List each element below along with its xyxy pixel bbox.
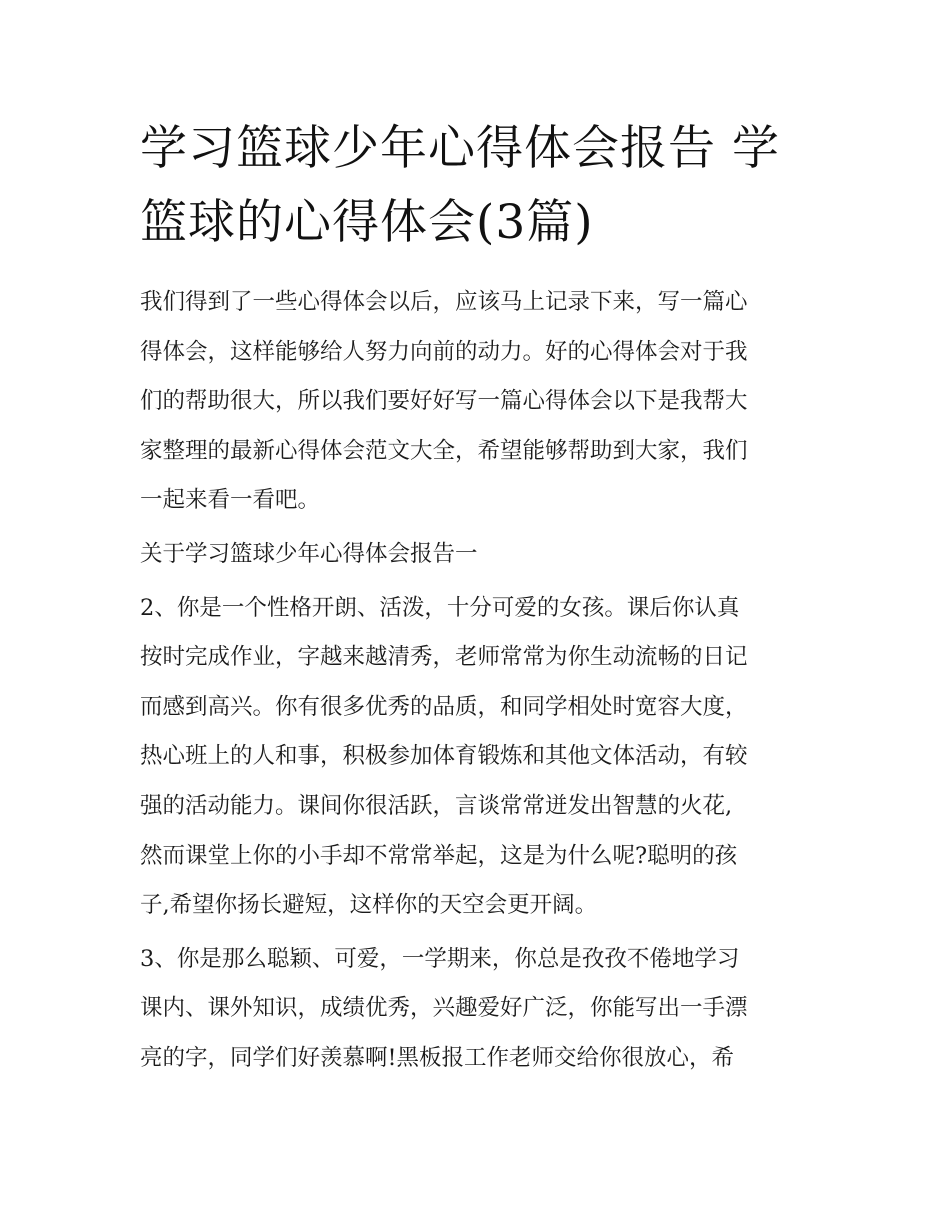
document-title: 学习篮球少年心得体会报告 学 篮球的心得体会(3篇) bbox=[140, 121, 780, 250]
paragraph-item-3: 3、你是那么聪颖、可爱，一学期来，你总是孜孜不倦地学习 课内、课外知识，成绩优秀，兴趣爱好广泛，你能写出一手漂 亮的字，同学们好羡慕啊!黑板报工作老师交给你很放心，希 bbox=[140, 945, 748, 1071]
paragraph-item-2: 2、你是一个性格开朗、活泼，十分可爱的女孩。课后你认真 按时完成作业，字越来越清秀，老师常常为你生动流畅的日记 而感到高兴。你有很多优秀的品质，和同学相处时宽容大度， 热心班上的人和事，积极参加体育锻炼和其他文体活动，有较 强的活动能力。课间你很活跃，言谈常常迸发出智慧的火花, 然而课堂上你的小手却不常常举起，这是为什么呢?聪明的孩 子,希望你扬长避短，这样你的天空会更开阔。 bbox=[140, 594, 748, 919]
document-body bbox=[140, 278, 820, 1088]
intro-paragraph: 我们得到了一些心得体会以后，应该马上记录下来，写一篇心 得体会，这样能够给人努力向前的动力。好的心得体会对于我 们的帮助很大，所以我们要好好写一篇心得体会以下是我帮大 家整理的最新心得体会范文大全，希望能够帮助到大家，我们 一起来看一看吧。 bbox=[140, 289, 748, 514]
section-heading: 关于学习篮球少年心得体会报告一 bbox=[140, 540, 478, 567]
